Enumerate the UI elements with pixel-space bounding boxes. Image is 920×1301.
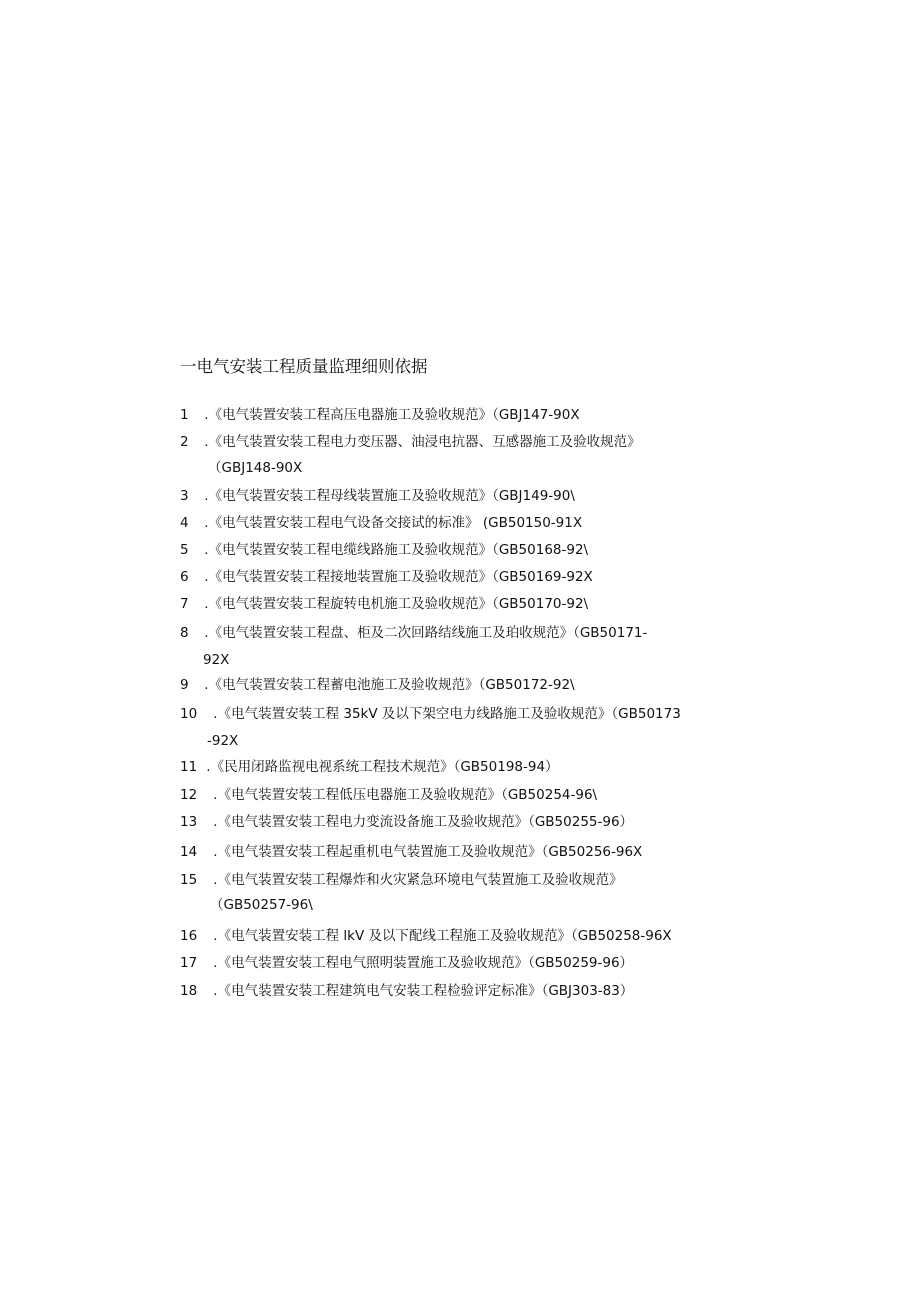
list-item [180, 433, 641, 451]
list-item [180, 595, 588, 613]
list-item [180, 982, 633, 1000]
item-text: .《电气装置安装工程电缆线路施工及验收规范》（GB50168-92\ [200, 542, 589, 558]
list-item [180, 871, 623, 889]
item-continuation: （GBJ148-90X [208, 460, 303, 476]
item-number: 9 [180, 677, 189, 693]
item-text: .《电气装置安装工程母线装置施工及验收规范》（GBJ149-90\ [200, 488, 575, 504]
item-number: 14 [180, 844, 198, 860]
list-item [180, 624, 647, 642]
item-text: .《电气装置安装工程接地装置施工及验收规范》（GB50169-92X [200, 569, 593, 585]
list-item [180, 541, 588, 559]
item-text: .《电气装置安装工程旋转电机施工及验收规范》（GB50170-92\ [200, 596, 589, 612]
item-text: .《电气装置安装工程电力变压器、油浸电抗器、互感器施工及验收规范》 [200, 434, 641, 450]
item-number: 11 [180, 759, 198, 775]
item-number: 1 [180, 407, 189, 423]
item-number: 10 [180, 706, 198, 722]
item-text: .《电气装置安装工程低压电器施工及验收规范》（GB50254-96\ [209, 787, 598, 803]
item-number: 3 [180, 488, 189, 504]
item-number: 8 [180, 625, 189, 641]
item-text: .《电气装置安装工程 lkV 及以下配线工程施工及验收规范》（GB50258-96X [209, 928, 672, 944]
list-item [180, 676, 575, 694]
item-text: .《电气装置安装工程爆炸和火灾紧急环境电气装置施工及验收规范》 [209, 872, 623, 888]
list-item [180, 406, 580, 424]
list-item [180, 568, 593, 586]
item-number: 16 [180, 928, 198, 944]
item-number: 15 [180, 872, 198, 888]
list-item [180, 487, 575, 505]
item-text: .《电气装置安装工程电力变流设备施工及验收规范》（GB50255-96） [209, 814, 634, 830]
item-number: 5 [180, 542, 189, 558]
list-item [180, 927, 672, 945]
list-item [180, 786, 597, 804]
item-text: .《电气装置安装工程建筑电气安装工程检验评定标准》（GBJ303-83） [209, 983, 634, 999]
item-continuation: -92X [207, 733, 239, 749]
item-number: 2 [180, 434, 189, 450]
item-text: .《电气装置安装工程起重机电气装置施工及验收规范》（GB50256-96X [209, 844, 643, 860]
item-number: 4 [180, 515, 189, 531]
item-text: .《电气装置安装工程电气照明装置施工及验收规范》（GB50259-96） [209, 955, 634, 971]
item-number: 13 [180, 814, 198, 830]
list-item [180, 954, 633, 972]
item-number: 6 [180, 569, 189, 585]
item-number: 18 [180, 983, 198, 999]
item-continuation: 92X [203, 652, 230, 668]
item-number: 12 [180, 787, 198, 803]
list-item [180, 514, 582, 532]
item-text: .《电气装置安装工程电气设备交接试的标准》 (GB50150-91X [200, 515, 583, 531]
item-text: .《电气装置安装工程蓄电池施工及验收规范》（GB50172-92\ [200, 677, 575, 693]
list-item [180, 705, 681, 723]
list-item [180, 843, 642, 861]
item-number: 17 [180, 955, 198, 971]
item-text: .《民用闭路监视电视系统工程技术规范》（GB50198-94） [202, 759, 559, 775]
list-item [180, 813, 633, 831]
page-title: 一电气安装工程质量监理细则依据 [180, 357, 428, 376]
item-continuation: （GB50257-96\ [210, 897, 313, 913]
item-text: .《电气装置安装工程盘、柜及二次回路结线施工及珀收规范》（GB50171- [200, 625, 648, 641]
item-text: .《电气装置安装工程高压电器施工及验收规范》（GBJ147-90X [200, 407, 580, 423]
list-item [180, 758, 559, 776]
item-text: .《电气装置安装工程 35kV 及以下架空电力线路施工及验收规范》（GB50173 [209, 706, 681, 722]
item-number: 7 [180, 596, 189, 612]
